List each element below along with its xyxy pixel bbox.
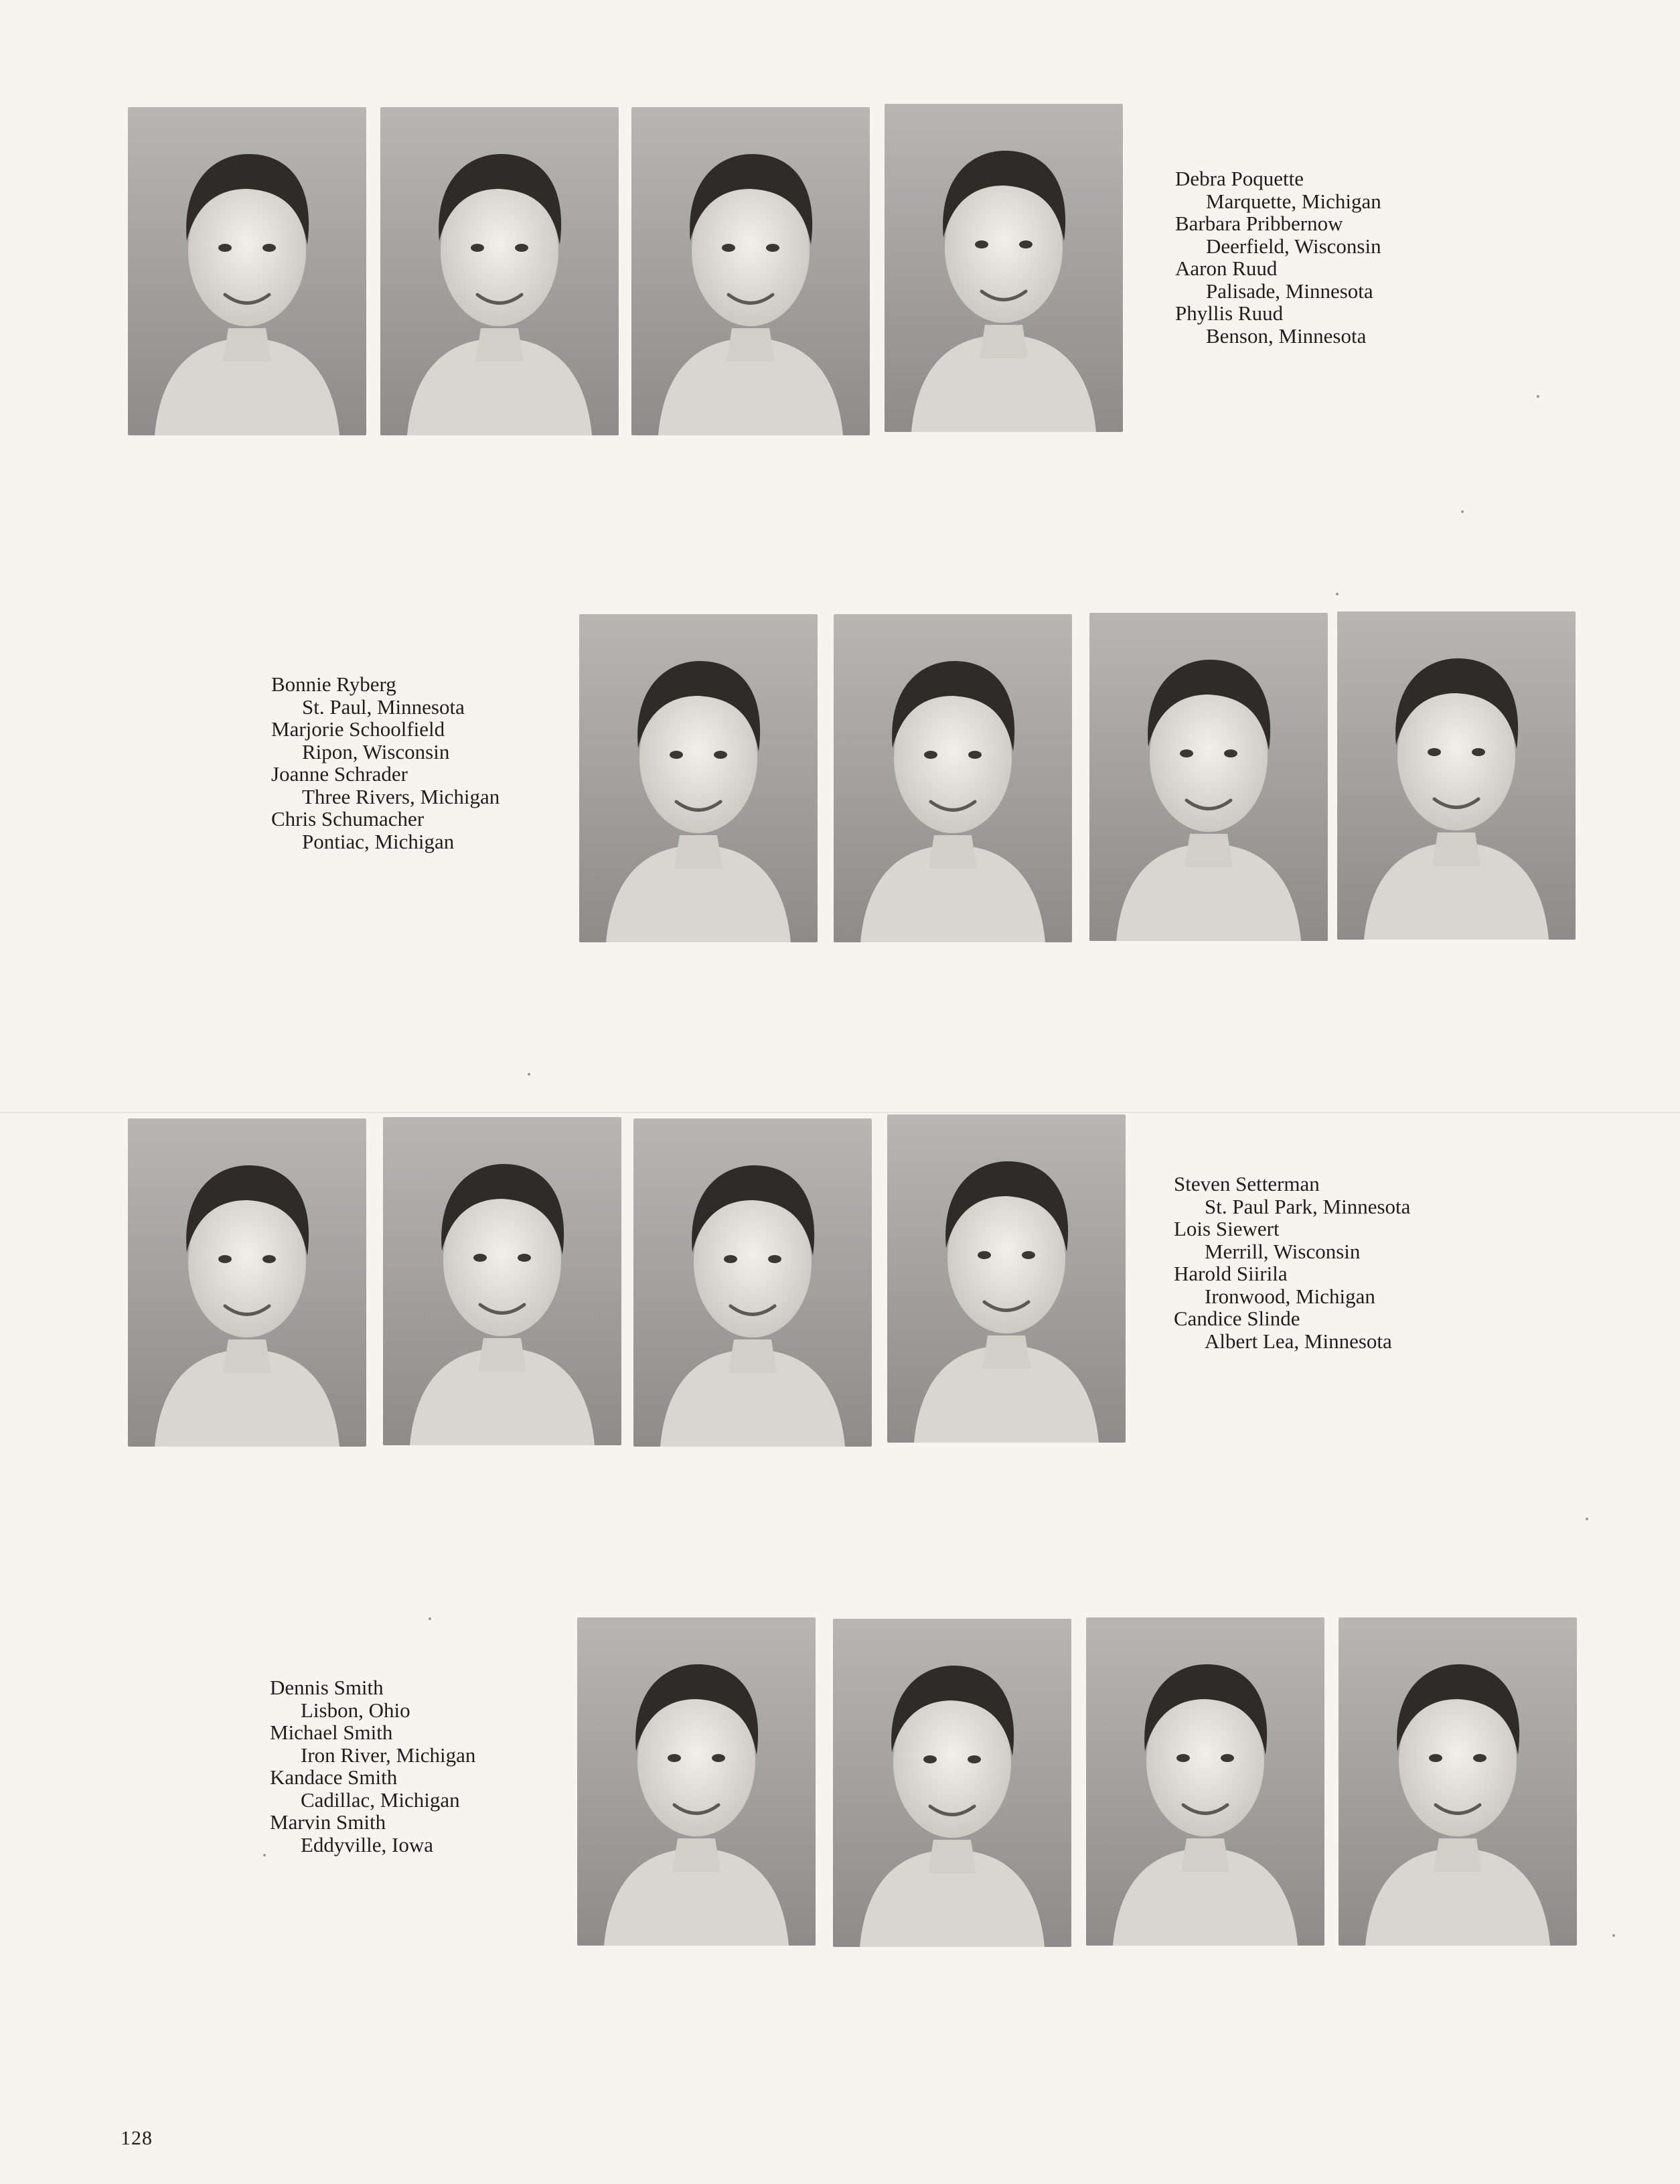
- portrait-photo-icon: [833, 1619, 1071, 1947]
- portrait-photo-icon: [887, 1114, 1126, 1443]
- student-portrait: [128, 1118, 366, 1447]
- student-hometown: Merrill, Wisconsin: [1205, 1239, 1361, 1263]
- student-hometown: St. Paul, Minnesota: [302, 695, 465, 719]
- student-name: Marjorie Schoolfield: [271, 717, 445, 741]
- student-name: Chris Schumacher: [271, 807, 425, 830]
- student-portrait: [383, 1117, 621, 1445]
- dust-speck: [528, 1073, 530, 1076]
- student-hometown: St. Paul Park, Minnesota: [1205, 1194, 1411, 1218]
- portrait-photo-icon: [577, 1617, 816, 1946]
- caption-block: [1175, 167, 1381, 347]
- portrait-photo-icon: [579, 614, 818, 942]
- student-name: Steven Setterman: [1174, 1172, 1320, 1195]
- portrait-photo-icon: [1086, 1617, 1324, 1946]
- caption-block: [271, 673, 500, 853]
- student-portrait: [1337, 611, 1576, 940]
- student-hometown: Lisbon, Ohio: [301, 1698, 410, 1722]
- portrait-photo-icon: [1089, 613, 1328, 941]
- student-hometown: Marquette, Michigan: [1206, 189, 1381, 213]
- portrait-photo-icon: [1339, 1617, 1577, 1946]
- portrait-photo-icon: [633, 1118, 872, 1447]
- student-name: Bonnie Ryberg: [271, 672, 396, 696]
- student-name: Candice Slinde: [1174, 1307, 1300, 1330]
- portrait-photo-icon: [383, 1117, 621, 1445]
- dust-speck: [429, 1617, 431, 1620]
- page-fold-line: [0, 1112, 1680, 1113]
- dust-speck: [1461, 510, 1464, 513]
- student-hometown: Eddyville, Iowa: [301, 1832, 434, 1857]
- portrait-photo-icon: [380, 107, 619, 435]
- student-portrait: [577, 1617, 816, 1946]
- dust-speck: [1336, 593, 1339, 595]
- student-name: Aaron Ruud: [1175, 257, 1278, 280]
- student-hometown: Ripon, Wisconsin: [302, 739, 450, 763]
- portrait-photo-icon: [834, 614, 1072, 942]
- student-hometown: Benson, Minnesota: [1206, 323, 1367, 348]
- student-hometown: Iron River, Michigan: [301, 1743, 476, 1767]
- student-portrait: [633, 1118, 872, 1447]
- caption-block: [270, 1676, 475, 1856]
- student-name: Phyllis Ruud: [1175, 301, 1284, 325]
- portrait-photo-icon: [128, 107, 366, 435]
- student-name: Barbara Pribbernow: [1175, 212, 1343, 235]
- student-portrait: [885, 104, 1123, 432]
- portrait-photo-icon: [885, 104, 1123, 432]
- student-hometown: Ironwood, Michigan: [1205, 1284, 1375, 1308]
- student-name: Marvin Smith: [270, 1810, 386, 1834]
- portrait-photo-icon: [128, 1118, 366, 1447]
- student-portrait: [631, 107, 870, 435]
- student-name: Michael Smith: [270, 1721, 393, 1744]
- caption-block: [1174, 1173, 1410, 1352]
- student-name: Joanne Schrader: [271, 762, 408, 786]
- student-portrait: [579, 614, 818, 942]
- student-portrait: [1089, 613, 1328, 941]
- student-hometown: Albert Lea, Minnesota: [1205, 1329, 1392, 1353]
- student-hometown: Deerfield, Wisconsin: [1206, 234, 1381, 258]
- student-name: Kandace Smith: [270, 1765, 398, 1789]
- student-name: Dennis Smith: [270, 1676, 384, 1699]
- student-name: Lois Siewert: [1174, 1217, 1280, 1240]
- student-portrait: [1086, 1617, 1324, 1946]
- dust-speck: [263, 1854, 266, 1857]
- student-name: Harold Siirila: [1174, 1262, 1288, 1285]
- student-portrait: [1339, 1617, 1577, 1946]
- page-number: 128: [121, 2127, 153, 2149]
- student-hometown: Palisade, Minnesota: [1206, 279, 1373, 303]
- dust-speck: [1537, 395, 1539, 398]
- student-hometown: Cadillac, Michigan: [301, 1788, 460, 1812]
- student-portrait: [834, 614, 1072, 942]
- student-hometown: Pontiac, Michigan: [302, 829, 455, 853]
- dust-speck: [1586, 1518, 1588, 1520]
- student-portrait: [833, 1619, 1071, 1947]
- student-name: Debra Poquette: [1175, 167, 1304, 190]
- portrait-photo-icon: [1337, 611, 1576, 940]
- student-portrait: [380, 107, 619, 435]
- student-portrait: [128, 107, 366, 435]
- student-portrait: [887, 1114, 1126, 1443]
- dust-speck: [1612, 1934, 1615, 1937]
- student-hometown: Three Rivers, Michigan: [302, 784, 500, 808]
- portrait-photo-icon: [631, 107, 870, 435]
